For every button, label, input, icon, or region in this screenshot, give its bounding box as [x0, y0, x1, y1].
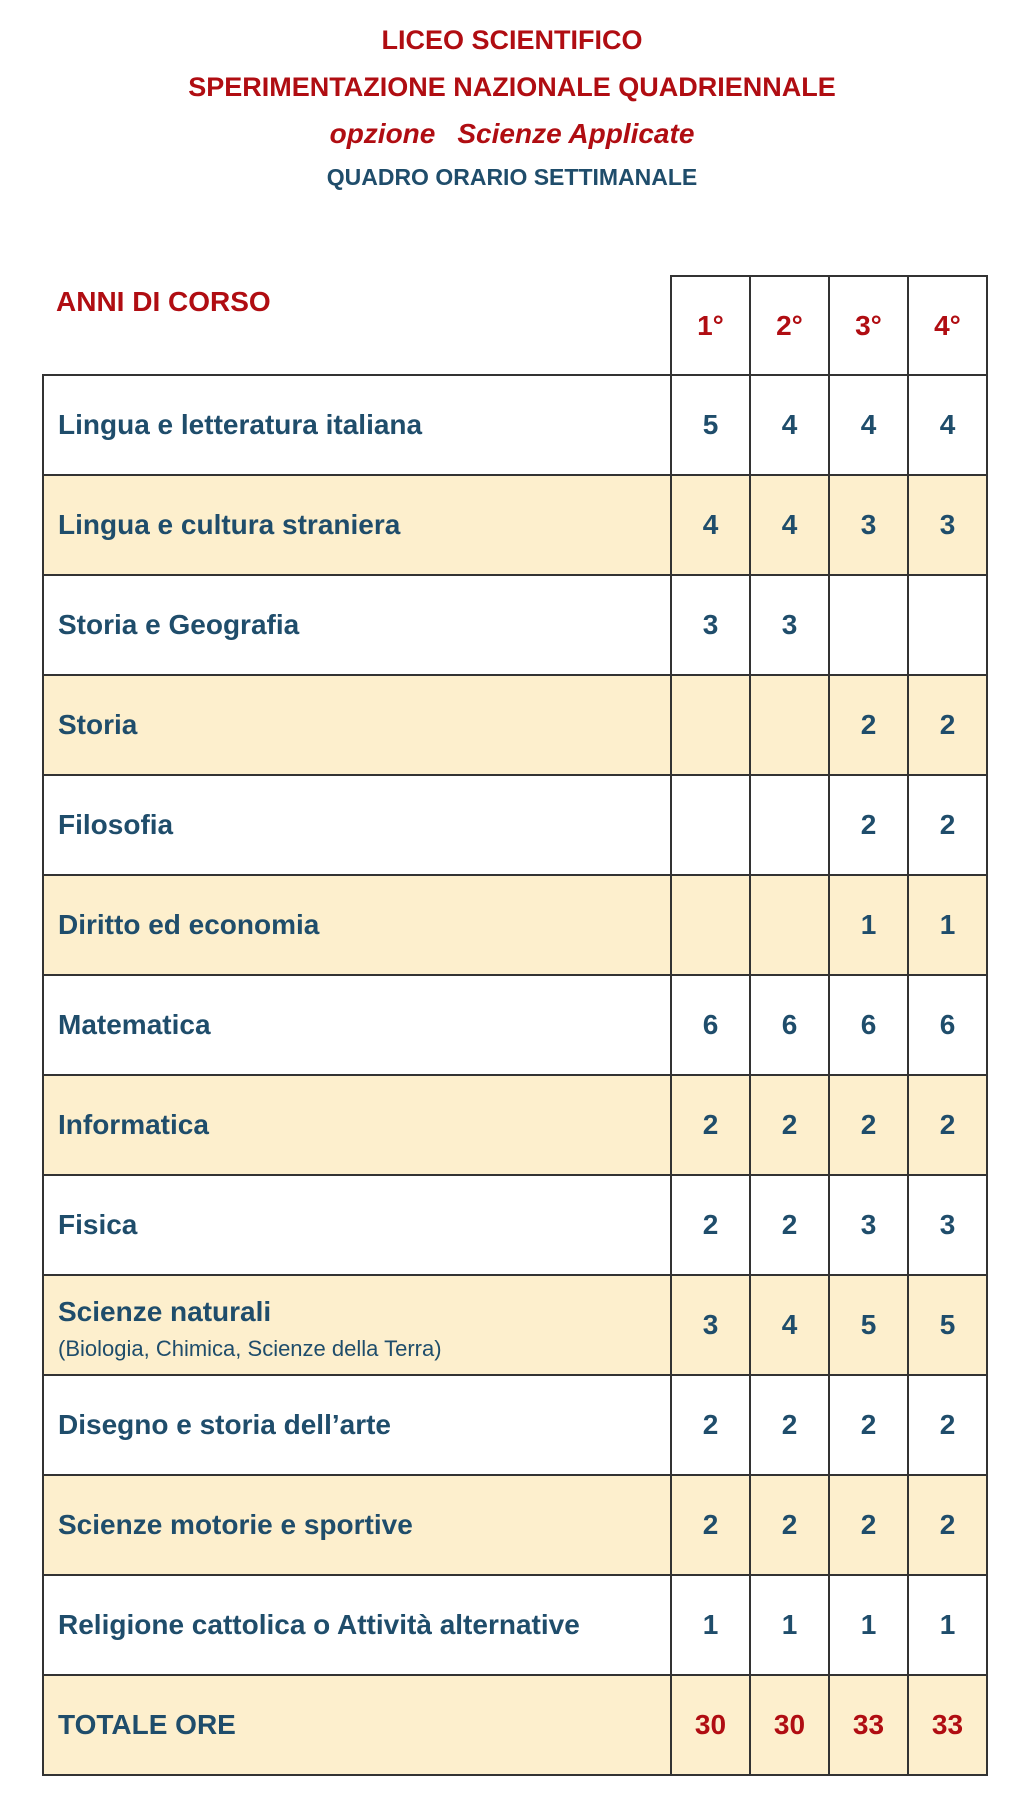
- hours-cell: 4: [828, 376, 907, 474]
- subject-label: Matematica: [44, 976, 672, 1074]
- hours-cell: 1: [702, 1609, 719, 1640]
- hours-cell: 2: [749, 1376, 828, 1474]
- subject-label: Storia: [44, 676, 672, 774]
- subject-label: Informatica: [44, 1076, 672, 1174]
- hours-cell: 5: [907, 1276, 986, 1374]
- hours-cell: 5: [702, 409, 719, 440]
- table-row: [44, 974, 986, 1074]
- hours-cell: 2: [702, 1409, 719, 1440]
- school-title: LICEO SCIENTIFICO: [381, 25, 643, 55]
- table-row: [44, 1174, 986, 1274]
- hours-cell: 2: [749, 1076, 828, 1174]
- year-header-4: 4°: [907, 277, 986, 374]
- hours-cell: 2: [907, 1476, 986, 1574]
- hours-cell: 6: [828, 976, 907, 1074]
- year-header-1: 1°: [697, 309, 724, 341]
- hours-cell: 3: [907, 1176, 986, 1274]
- hours-cell: 2: [907, 1376, 986, 1474]
- hours-cell: 4: [749, 376, 828, 474]
- subject-label: [44, 1276, 672, 1374]
- hours-cell: 1: [828, 876, 907, 974]
- hours-cell: 3: [907, 476, 986, 574]
- hours-cell: 2: [828, 1476, 907, 1574]
- subject-label: Scienze motorie e sportive: [44, 1476, 672, 1574]
- subject-subtext: (Biologia, Chimica, Scienze della Terra): [58, 1336, 442, 1361]
- hours-cell: 2: [702, 1209, 719, 1240]
- table-row: [44, 674, 986, 774]
- hours-cell: 4: [907, 376, 986, 474]
- hours-cell: 1: [907, 1576, 986, 1674]
- table-row: [44, 1374, 986, 1474]
- hours-cell: 4: [702, 509, 719, 540]
- hours-cell: 2: [907, 776, 986, 874]
- hours-cell: [672, 776, 749, 874]
- hours-cell: [749, 876, 828, 974]
- hours-cell: 1: [907, 876, 986, 974]
- table-row: [44, 374, 986, 474]
- hours-cell: 2: [828, 1376, 907, 1474]
- hours-cell: 5: [828, 1276, 907, 1374]
- hours-cell: 2: [828, 776, 907, 874]
- hours-cell: 6: [702, 1009, 719, 1040]
- hours-cell: 2: [907, 676, 986, 774]
- subject-label: Diritto ed economia: [44, 876, 672, 974]
- hours-cell: 1: [749, 1576, 828, 1674]
- subject-label: Disegno e storia dell’arte: [44, 1376, 672, 1474]
- hours-cell: 2: [907, 1076, 986, 1174]
- subject-label: Fisica: [44, 1176, 672, 1274]
- hours-cell: 1: [828, 1576, 907, 1674]
- total-hours-cell: 33: [828, 1676, 907, 1774]
- table-row: [44, 774, 986, 874]
- hours-cell: [828, 576, 907, 674]
- total-hours-cell: 33: [907, 1676, 986, 1774]
- hours-cell: 2: [702, 1509, 719, 1540]
- schedule-table: [42, 374, 988, 1776]
- subject-name: Scienze naturali: [58, 1296, 272, 1327]
- subject-label: Filosofia: [44, 776, 672, 874]
- hours-cell: [907, 576, 986, 674]
- hours-cell: 6: [907, 976, 986, 1074]
- hours-cell: 3: [828, 1176, 907, 1274]
- hours-cell: 4: [749, 476, 828, 574]
- hours-cell: [672, 676, 749, 774]
- year-header-2: 2°: [749, 277, 828, 374]
- hours-cell: 3: [702, 1309, 719, 1340]
- hours-cell: 2: [749, 1476, 828, 1574]
- option-label: opzione: [329, 118, 436, 149]
- hours-cell: [749, 776, 828, 874]
- total-label: TOTALE ORE: [44, 1676, 672, 1774]
- subject-label: Religione cattolica o Attività alternative: [44, 1576, 672, 1674]
- total-hours-cell: 30: [694, 1709, 727, 1740]
- hours-cell: 3: [828, 476, 907, 574]
- hours-cell: 2: [749, 1176, 828, 1274]
- year-header-3: 3°: [828, 277, 907, 374]
- schedule-heading: QUADRO ORARIO SETTIMANALE: [326, 164, 698, 190]
- option-name: Scienze Applicate: [457, 118, 695, 149]
- hours-cell: 6: [749, 976, 828, 1074]
- year-header-row: [670, 275, 988, 376]
- total-hours-cell: 30: [749, 1676, 828, 1774]
- total-row: [44, 1674, 986, 1774]
- hours-cell: 3: [749, 576, 828, 674]
- hours-cell: 4: [749, 1276, 828, 1374]
- hours-cell: 2: [828, 676, 907, 774]
- table-row: [44, 1474, 986, 1574]
- table-row: [44, 874, 986, 974]
- hours-cell: [672, 876, 749, 974]
- subject-label: Storia e Geografia: [44, 576, 672, 674]
- option-subtitle: [0, 116, 1024, 152]
- hours-cell: 2: [702, 1109, 719, 1140]
- hours-cell: 2: [828, 1076, 907, 1174]
- table-row: [44, 474, 986, 574]
- years-label: ANNI DI CORSO: [56, 286, 271, 317]
- subject-label: Lingua e letteratura italiana: [44, 376, 672, 474]
- subject-label: Lingua e cultura straniera: [44, 476, 672, 574]
- table-row: [44, 1574, 986, 1674]
- hours-cell: 3: [702, 609, 719, 640]
- program-title: SPERIMENTAZIONE NAZIONALE QUADRIENNALE: [188, 72, 836, 102]
- table-row: [44, 1274, 986, 1374]
- table-row: [44, 574, 986, 674]
- table-row: [44, 1074, 986, 1174]
- hours-cell: [749, 676, 828, 774]
